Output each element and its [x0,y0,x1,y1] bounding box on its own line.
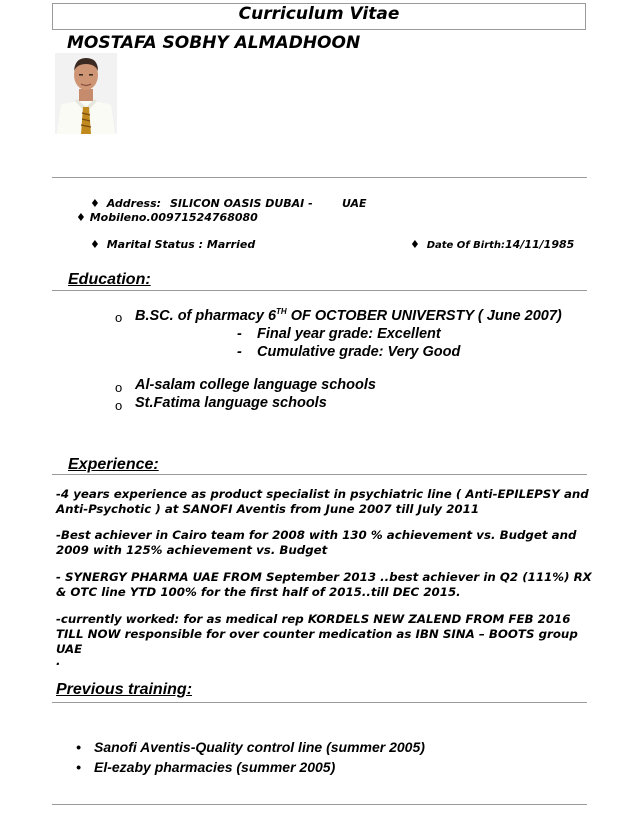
training-item: El-ezaby pharmacies (summer 2005) [94,759,336,775]
divider-experience [52,474,587,475]
profile-photo [55,53,117,134]
dot-bullet-icon: • [76,759,81,775]
circle-bullet-icon: o [115,380,123,395]
marital-line [90,238,255,251]
school-item: St.Fatima language schools [135,395,327,411]
divider-bottom [52,804,587,805]
cumulative-grade: Cumulative grade: Very Good [257,344,461,360]
dash-bullet-icon: - [237,344,242,360]
trailing-dot: . [56,654,61,668]
person-name: MOSTAFA SOBHY ALMADHOON [67,33,361,53]
address-label: Address: [106,197,162,210]
final-grade: Final year grade: Excellent [257,326,441,342]
dot-bullet-icon: • [76,739,81,755]
marital-value: : Married [198,238,256,251]
diamond-bullet-icon: ♦ [76,211,86,224]
education-heading: Education: [68,271,151,288]
address-line [90,197,161,210]
mobile-number: Mobileno.00971524768080 [89,211,258,224]
dash-bullet-icon: - [237,326,242,342]
experience-item: -4 years experience as product specialist in psychiatric line ( Anti-EPILEPSY and Anti-Psychotic ) at SANOFI Aventis from June 2007 till July 2011 [56,487,589,516]
document-title: Curriculum Vitae [238,4,400,24]
diamond-bullet-icon: ♦ [410,238,420,251]
degree-line: B.SC. of pharmacy 6TH OF OCTOBER UNIVERSTY ( June 2007) [135,307,562,324]
mobile-line [76,211,258,224]
divider-training [52,702,587,703]
dob-value: 14/11/1985 [505,238,575,251]
experience-heading: Experience: [68,456,159,473]
circle-bullet-icon: o [115,398,123,413]
divider-education [52,290,587,291]
school-item: Al-salam college language schools [135,377,376,393]
divider-contact [52,177,587,178]
training-heading: Previous training: [56,681,193,698]
dob-line [410,238,574,251]
training-item: Sanofi Aventis-Quality control line (summer 2005) [94,739,425,755]
diamond-bullet-icon: ♦ [90,197,100,210]
address-country: UAE [342,197,367,210]
circle-bullet-icon: o [115,310,123,325]
marital-label: Marital Status [106,238,195,251]
experience-item: -Best achiever in Cairo team for 2008 with 130 % achievement vs. Budget and 2009 with 125% achievement vs. Budget [56,528,577,557]
experience-item: - SYNERGY PHARMA UAE FROM September 2013 ..best achiever in Q2 (111%) RX & OTC line YTD 100% for the first half of 2015..till DEC 2015. [56,570,592,599]
address-value: SILICON OASIS DUBAI - [170,197,313,210]
experience-item: -currently worked: for as medical rep KORDELS NEW ZALEND FROM FEB 2016 TILL NOW responsible for over counter medication as IBN SINA – BOOTS group UAE [56,612,578,656]
diamond-bullet-icon: ♦ [90,238,100,251]
dob-label: Date Of Birth: [426,240,506,251]
